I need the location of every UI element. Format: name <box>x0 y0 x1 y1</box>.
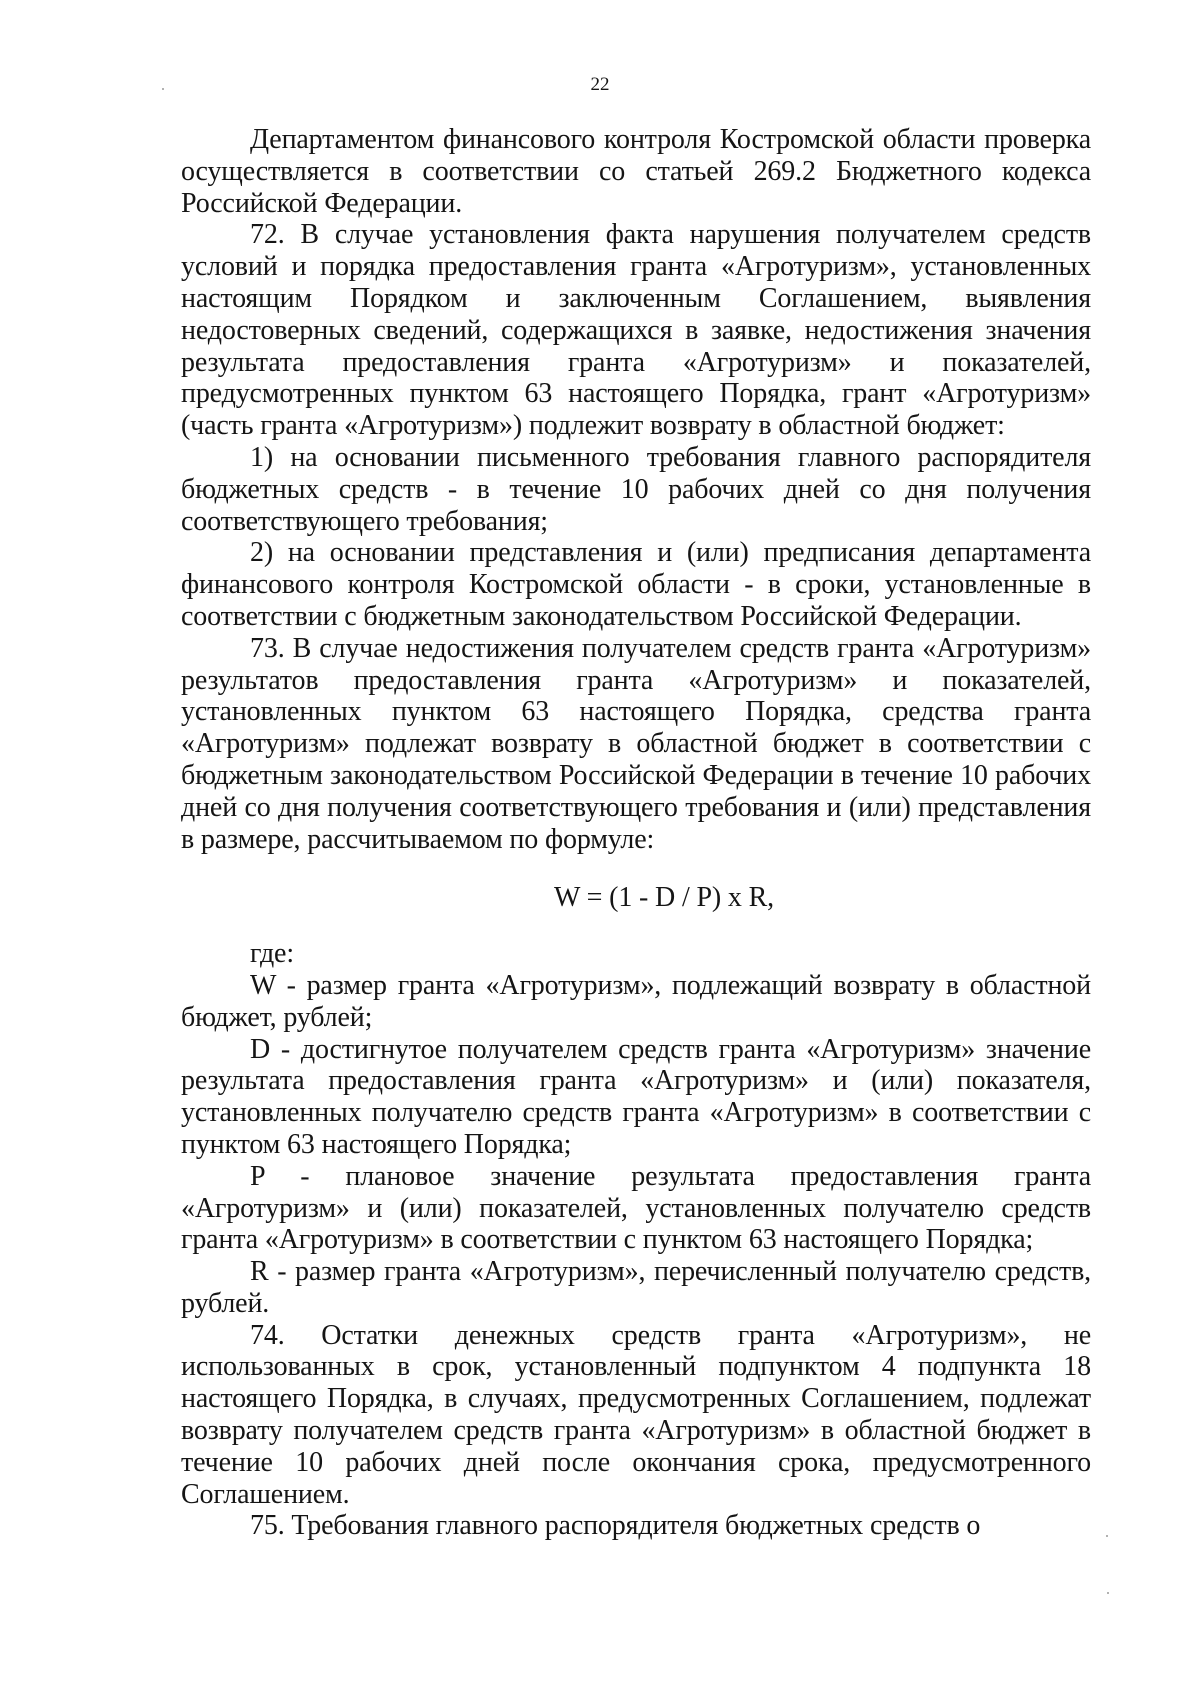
document-body <box>181 124 1091 1542</box>
scan-speck <box>1107 1592 1109 1594</box>
definition-r: R - размер гранта «Агротуризм», перечисленный получателю средств, рублей. <box>181 1256 1091 1319</box>
paragraph-72-item-1: 1) на основании письменного требования главного распорядителя бюджетных средств - в течение 10 рабочих дней со дня получения соответствующего требования; <box>181 441 1091 537</box>
paragraph-72-item-2: 2) на основании представления и (или) предписания департамента финансового контроля Костромской области - в сроки, установленные в соответствии с бюджетным законодательством Российской Федерации. <box>181 537 1091 632</box>
definition-d: D - достигнутое получателем средств гранта «Агротуризм» значение результата предоставления гранта «Агротуризм» и (или) показателя, установленных получателю средств гранта «Агротуризм» в соответствии с пунктом 63 настоящего Порядка; <box>181 1033 1091 1160</box>
paragraph-75: 75. Требования главного распорядителя бюджетных средств о <box>250 1510 981 1542</box>
definition-p: P - плановое значение результата предоставления гранта «Агротуризм» и (или) показателей, установленных получателю средств гранта «Агротуризм» в соответствии с пунктом 63 настоящего Порядка; <box>181 1160 1091 1256</box>
definition-w: W - размер гранта «Агротуризм», подлежащий возврату в областной бюджет, рублей; <box>181 969 1091 1033</box>
paragraph-where: где: <box>250 938 294 970</box>
scan-speck <box>162 88 164 90</box>
paragraph-74: 74. Остатки денежных средств гранта «Агротуризм», не использованных в срок, установленный подпунктом 4 подпункта 18 настоящего Порядка, в случаях, предусмотренных Соглашением, подлежат возврату получателем средств гранта «Агротуризм» в областной бюджет в течение 10 рабочих дней после окончания срока, предусмотренного Соглашением. <box>181 1319 1091 1510</box>
paragraph-73: 73. В случае недостижения получателем средств гранта «Агротуризм» результатов предоставления гранта «Агротуризм» и показателей, установленных пунктом 63 настоящего Порядка, средства гранта «Агротуризм» подлежат возврату в областной бюджет в соответствии с бюджетным законодательством Российской Федерации в течение 10 рабочих дней со дня получения соответствующего требования и (или) представления в размере, рассчитываемом по формуле: <box>181 632 1091 855</box>
paragraph-audit-intro: Департаментом финансового контроля Костромской области проверка осуществляется в соответствии со статьей 269.2 Бюджетного кодекса Российской Федерации. <box>181 124 1091 219</box>
refund-formula: W = (1 - D / P) x R, <box>554 882 774 914</box>
scan-speck <box>1106 1535 1108 1537</box>
page-number: 22 <box>590 74 610 95</box>
paragraph-72: 72. В случае установления факта нарушения получателем средств условий и порядка предоставления гранта «Агротуризм», установленных настоящим Порядком и заключенным Соглашением, выявления недостоверных сведений, содержащихся в заявке, недостижения значения результата предоставления гранта «Агротуризм» и показателей, предусмотренных пунктом 63 настоящего Порядка, грант «Агротуризм» (часть гранта «Агротуризм») подлежит возврату в областной бюджет: <box>181 219 1091 442</box>
